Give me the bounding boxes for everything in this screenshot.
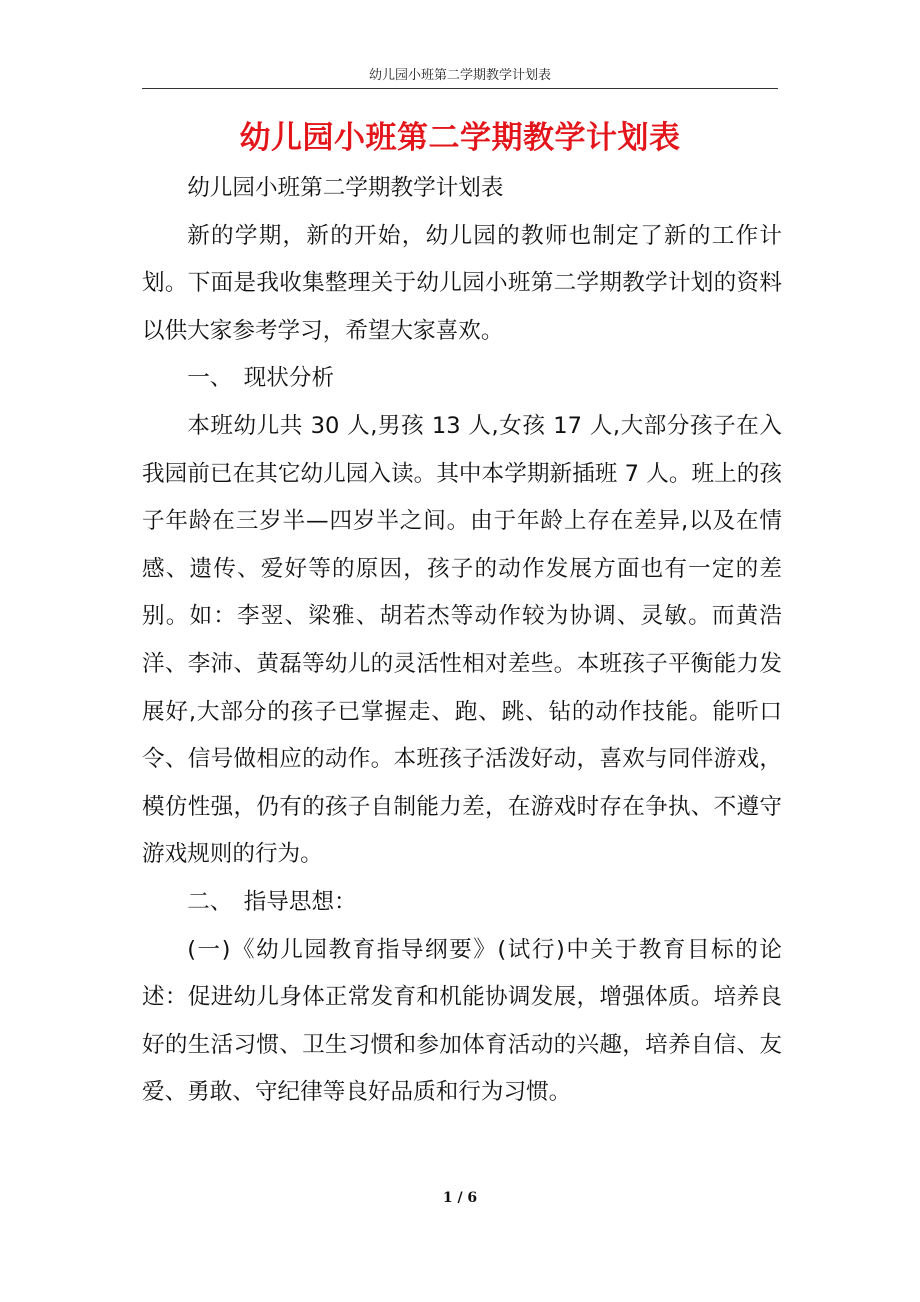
running-header: 幼儿园小班第二学期教学计划表 — [368, 68, 551, 83]
section-heading-2: 二、 指导思想： — [187, 888, 357, 915]
paragraph-subtitle: 幼儿园小班第二学期教学计划表 — [187, 175, 504, 201]
paragraph-intro: 新的学期，新的开始，幼儿园的教师也制定了新的工作计划。下面是我收集整理关于幼儿园小班第二学期教学计划的资料以供大家参考学习，希望大家喜欢。 — [142, 222, 782, 344]
header-divider — [142, 88, 778, 89]
document-body — [142, 165, 782, 1117]
section-heading-1: 一、 现状分析 — [187, 365, 335, 392]
document-title: 幼儿园小班第二学期教学计划表 — [239, 120, 681, 156]
page-number: 1 / 6 — [442, 1190, 478, 1206]
paragraph-status-analysis: 本班幼儿共 30 人,男孩 13 人,女孩 17 人,大部分孩子在入我园前已在其它幼儿园入读。其中本学期新插班 7 人。班上的孩子年龄在三岁半—四岁半之间。由于年龄上存在差异,以及在情感、遗传、爱好等的原因，孩子的动作发展方面也有一定的差别。如：李翌、梁雅、胡若杰等动作较为协调、灵敏。而黄浩洋、李沛、黄磊等幼儿的灵活性相对差些。本班孩子平衡能力发展好,大部分的孩子已掌握走、跑、跳、钻的动作技能。能听口令、信号做相应的动作。本班孩子活泼好动，喜欢与同伴游戏，模仿性强，仍有的孩子自制能力差，在游戏时存在争执、不遵守游戏规则的行为。 — [142, 412, 782, 868]
paragraph-guiding-ideas: (一)《幼儿园教育指导纲要》(试行)中关于教育目标的论述：促进幼儿身体正常发育和机能协调发展，增强体质。培养良好的生活习惯、卫生习惯和参加体育活动的兴趣，培养自信、友爱、勇敢、守纪律等良好品质和行为习惯。 — [142, 936, 782, 1106]
